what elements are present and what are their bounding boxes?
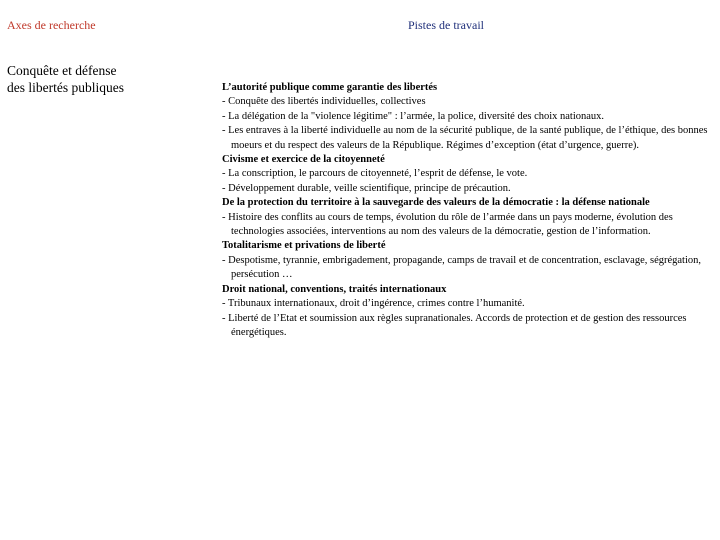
list-item: - Liberté de l’Etat et soumission aux règles supranationales. Accords de protection et de gestion des ressources énergétiques. — [222, 312, 687, 338]
theme-title-line-2: des libertés publiques — [7, 80, 124, 95]
work-tracks-content — [222, 81, 714, 340]
section-title: Totalitarisme et privations de liberté — [222, 240, 386, 252]
section-defense — [222, 196, 714, 239]
list-item: - Histoire des conflits au cours de temps, évolution du rôle de l’armée dans un pays moderne, évolution des technologies associées, interventions au nom des valeurs de la démocratie, gestion de l’information. — [222, 211, 673, 238]
section-totalitarianism — [222, 239, 714, 282]
section-authority — [222, 81, 714, 153]
list-item: - La délégation de la "violence légitime" : l’armée, la police, diversité des choix nationaux. — [222, 110, 605, 122]
axes-header: Axes de recherche — [7, 18, 96, 32]
list-item: - Tribunaux internationaux, droit d’ingérence, crimes contre l’humanité. — [222, 298, 525, 310]
section-law — [222, 283, 714, 341]
section-civism — [222, 153, 714, 196]
list-item: - Développement durable, veille scientifique, principe de précaution. — [222, 182, 511, 194]
list-item: - La conscription, le parcours de citoyenneté, l’esprit de défense, le vote. — [222, 168, 528, 180]
list-item: - Despotisme, tyrannie, embrigadement, propagande, camps de travail et de concentration, esclavage, ségrégation, persécution … — [222, 254, 702, 281]
list-item: - Conquête des libertés individuelles, collectives — [222, 96, 426, 108]
theme-title-line-1: Conquête et défense — [7, 63, 117, 78]
section-title: L’autorité publique comme garantie des libertés — [222, 82, 438, 93]
list-item: - Les entraves à la liberté individuelle au nom de la sécurité publique, de la santé publique, de l’éthique, des bonnes moeurs et du respect des valeurs de la République. Régimes d’exception (état d’urgence, guerre). — [222, 125, 708, 151]
section-title: Droit national, conventions, traités internationaux — [222, 283, 447, 295]
theme-title — [7, 62, 187, 96]
pistes-header: Pistes de travail — [408, 18, 484, 32]
section-title: De la protection du territoire à la sauvegarde des valeurs de la démocratie : la défense nationale — [222, 197, 650, 209]
section-title: Civisme et exercice de la citoyenneté — [222, 154, 385, 166]
